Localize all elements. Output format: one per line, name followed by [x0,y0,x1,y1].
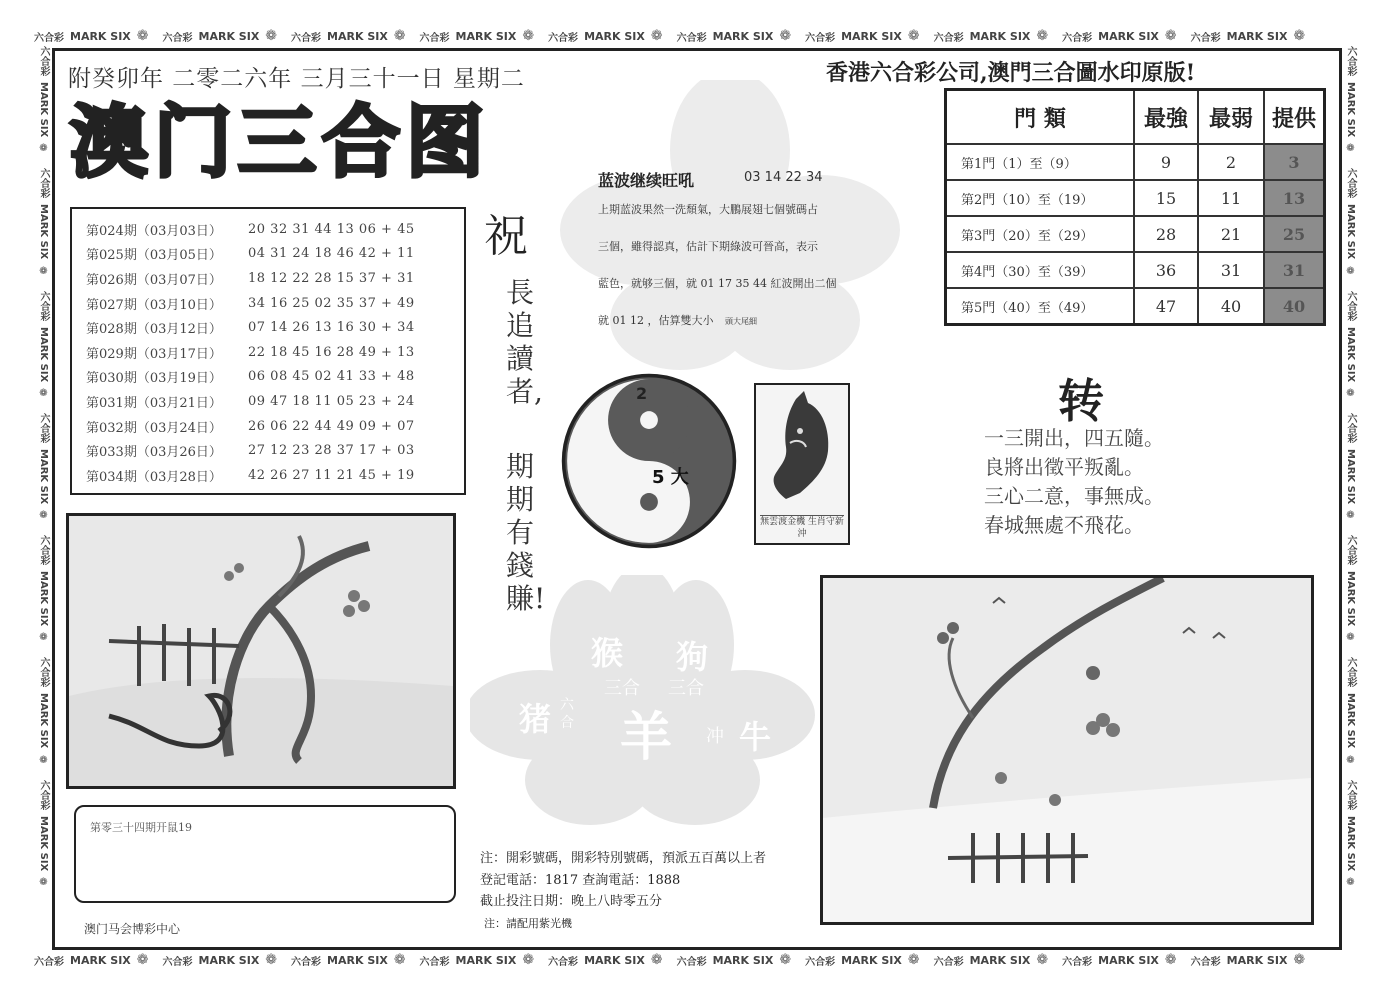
flower-icon: ❁ [907,952,920,968]
border-unit-en: MARK SIX [712,29,774,43]
flower-icon: ❁ [650,28,663,44]
border-unit [291,952,406,968]
bottom-border-strip [34,950,1358,970]
border-unit-en: MARK SIX [969,29,1031,43]
border-unit-cn: 六合彩 [676,956,707,968]
gate-header-strong: 最強 [1134,90,1198,145]
gate-row [946,144,1325,180]
history-period: 第029期（03月17日） [86,346,222,362]
flower-icon: ❁ [1164,952,1177,968]
border-unit-en: MARK SIX [70,953,131,967]
sanhe-left-label: 三合 [604,678,640,699]
zodiac-ox: 牛 [739,718,772,756]
border-unit-cn: 六合彩 [38,412,49,443]
border-unit-cn: 六合彩 [1062,32,1093,44]
history-period: 第034期（03月28日） [86,469,222,485]
border-unit-en: MARK SIX [1345,204,1356,260]
gate-header-category: 門 類 [946,90,1135,145]
border-unit [34,28,149,44]
flower-icon: ❁ [265,952,278,968]
border-unit [1343,780,1358,888]
issue-date-line: 附癸卯年 二零二六年 三月三十一日 星期二 [68,66,525,92]
gate-row [946,180,1325,216]
border-unit-cn: 六合彩 [933,956,964,968]
border-unit-en: MARK SIX [38,815,49,871]
border-unit-en: MARK SIX [1345,448,1356,505]
flower-icon: ❁ [38,754,49,766]
history-numbers: 20 32 31 44 13 06 + 45 [248,221,415,237]
border-unit [36,780,51,888]
border-unit [677,28,792,44]
gate-weak: 40 [1198,288,1264,325]
border-unit-cn: 六合彩 [419,32,450,44]
border-unit-en: MARK SIX [455,29,517,43]
flower-icon: ❁ [1293,952,1306,968]
border-unit [1343,535,1358,643]
flower-icon: ❁ [1345,632,1356,644]
border-unit [36,168,51,276]
history-row [86,365,464,390]
border-unit-cn: 六合彩 [1345,46,1356,76]
border-unit [34,952,149,968]
history-numbers: 34 16 25 02 35 37 + 49 [248,295,415,311]
draw-result-box [74,805,456,903]
border-unit [163,952,278,968]
gate-label: 第4門（30）至（39） [946,252,1135,288]
border-unit [36,413,51,521]
border-unit [677,952,792,968]
border-unit [1062,28,1177,44]
border-unit-en: MARK SIX [1098,953,1159,967]
gate-table-header [946,90,1325,145]
blue-wave-tip-3: 藍色，就够三個，就 01 17 35 44 紅波開出二個 [598,277,837,290]
history-numbers: 06 08 45 02 41 33 + 48 [248,369,415,385]
border-unit-en: MARK SIX [38,693,49,749]
border-unit [36,291,51,399]
flower-icon: ❁ [393,28,406,44]
border-unit-cn: 六合彩 [1345,535,1356,566]
gate-weak: 31 [1198,252,1264,288]
border-unit [36,535,51,643]
flower-icon: ❁ [522,952,535,968]
border-unit-en: MARK SIX [841,953,902,967]
border-unit-cn: 六合彩 [1345,168,1356,199]
flower-icon: ❁ [38,876,49,888]
border-unit [420,28,535,44]
footer-note-3: 截止投注日期：晚上八時零五分 [480,894,663,909]
horse-caption: 無雲渡金機 生肖守新沖 [760,517,844,539]
flower-icon: ❁ [136,952,149,968]
border-unit-cn: 六合彩 [162,956,193,968]
gate-label: 第1門（1）至（9） [946,144,1135,180]
draw-result-text: 第零三十四期开鼠19 [90,821,192,834]
border-unit-en: MARK SIX [1345,693,1356,749]
horse-head-icon [756,389,848,509]
history-row [86,463,464,488]
border-unit [805,28,920,44]
border-unit [1343,168,1358,276]
footer-note-2: 登記電話：1817 查詢電話：1888 [480,872,681,888]
border-unit-en: MARK SIX [584,953,645,967]
border-unit-cn: 六合彩 [419,956,450,968]
page-title: 澳门三合图 [70,98,491,188]
history-numbers: 09 47 18 11 05 23 + 24 [248,393,415,409]
blue-wave-tip-4 [598,312,757,328]
gate-strong: 9 [1134,144,1198,180]
border-unit-cn: 六合彩 [291,32,322,44]
zodiac-goat: 羊 [620,708,673,768]
flower-icon: ❁ [1036,952,1049,968]
border-unit-en: MARK SIX [38,448,49,505]
border-unit-cn: 六合彩 [38,779,49,810]
border-unit-en: MARK SIX [969,953,1031,967]
history-row [86,291,464,316]
border-unit [934,952,1049,968]
blessing-line-1: 長追讀者, [506,276,543,408]
history-period: 第031期（03月21日） [86,395,222,411]
gate-provide: 40 [1264,288,1325,325]
gate-strong: 28 [1134,216,1198,252]
gate-row [946,216,1325,252]
right-border-strip [1340,46,1358,950]
border-unit-cn: 六合彩 [291,956,322,968]
flower-icon: ❁ [38,265,49,277]
history-row [86,217,464,242]
border-unit-cn: 六合彩 [933,32,964,44]
history-numbers: 42 26 27 11 21 45 + 19 [248,467,415,483]
border-unit [548,952,663,968]
border-unit [420,952,535,968]
border-unit [805,952,920,968]
border-unit-en: MARK SIX [712,953,774,967]
zodiac-dog: 狗 [676,638,709,676]
border-unit-cn: 六合彩 [1345,412,1356,443]
history-row [86,438,464,463]
tree-snake-drawing [69,516,453,786]
footer-note-1: 注：開彩號碼，開彩特別號碼，預派五百萬以上者 [480,851,767,866]
flower-icon: ❁ [779,28,792,44]
border-unit-en: MARK SIX [198,953,260,967]
history-row [86,266,464,291]
draw-history-table [70,207,466,495]
blessing-heading: 祝 [484,211,528,262]
gate-weak: 21 [1198,216,1264,252]
history-row [86,414,464,439]
poem-line-3: 三心二意，事無成。 [984,484,1164,508]
gate-strong: 15 [1134,180,1198,216]
flower-icon: ❁ [1293,28,1306,44]
border-unit-en: MARK SIX [584,29,645,43]
border-unit-cn: 六合彩 [1345,290,1356,321]
border-unit-en: MARK SIX [38,204,49,260]
border-unit-en: MARK SIX [327,953,388,967]
history-period: 第032期（03月24日） [86,420,222,436]
border-unit-cn: 六合彩 [1190,956,1221,968]
border-unit-en: MARK SIX [1226,953,1288,967]
border-unit [291,28,406,44]
tree-snake-illustration [66,513,456,789]
gate-provide: 31 [1264,252,1325,288]
history-numbers: 18 12 22 28 15 37 + 31 [248,270,415,286]
gate-row [946,252,1325,288]
border-unit-cn: 六合彩 [676,32,707,44]
poem-line-1: 一三開出，四五隨。 [984,426,1164,450]
border-unit-cn: 六合彩 [38,657,49,688]
left-border-strip [33,46,51,950]
tree-birds-drawing [823,578,1311,922]
history-numbers: 26 06 22 44 49 09 + 07 [248,418,415,434]
gate-label: 第2門（10）至（19） [946,180,1135,216]
blessing-line-2: 期期有錢賺! [506,450,546,615]
sanhe-right-label: 三合 [668,678,704,699]
history-period: 第028期（03月12日） [86,322,222,338]
border-unit [1343,413,1358,521]
yin-yang-top-number: 2 [636,384,648,403]
horse-card [754,383,850,545]
gate-label: 第5門（40）至（49） [946,288,1135,325]
flower-icon: ❁ [1345,510,1356,522]
gate-table [944,88,1326,326]
border-unit-en: MARK SIX [1345,571,1356,627]
border-unit-cn: 六合彩 [1345,657,1356,688]
gate-weak: 11 [1198,180,1264,216]
publisher-tagline: 香港六合彩公司,澳門三合圖水印原版! [826,60,1196,86]
history-row [86,340,464,365]
flower-icon: ❁ [38,143,49,155]
border-unit-cn: 六合彩 [38,168,49,199]
border-unit-cn: 六合彩 [1062,956,1093,968]
yin-yang-bottom-label: 5 大 [652,467,689,488]
border-unit [36,657,51,765]
history-row [86,315,464,340]
history-period: 第027期（03月10日） [86,297,222,313]
history-period: 第030期（03月19日） [86,371,222,387]
flower-icon: ❁ [38,510,49,522]
liuhe-label: 六合 [560,697,574,731]
center-name: 澳门马会博彩中心 [84,922,181,936]
border-unit-cn: 六合彩 [34,32,64,44]
border-unit [548,28,663,44]
footer-notes [480,848,766,934]
history-numbers: 27 12 23 28 37 17 + 03 [248,443,415,459]
border-unit-cn: 六合彩 [548,956,579,968]
flower-icon: ❁ [136,28,149,44]
gate-label: 第3門（20）至（29） [946,216,1135,252]
border-unit-en: MARK SIX [198,29,260,43]
history-numbers: 07 14 26 13 16 30 + 34 [248,320,415,336]
border-unit-en: MARK SIX [38,571,49,627]
flower-icon: ❁ [779,952,792,968]
poem-block [984,424,1164,540]
border-unit-en: MARK SIX [38,82,49,138]
chong-label: 冲 [706,726,724,747]
border-unit [163,28,278,44]
border-unit [1343,46,1358,154]
gate-provide: 3 [1264,144,1325,180]
history-period: 第026期（03月07日） [86,272,222,288]
flower-icon: ❁ [522,28,535,44]
history-numbers: 04 31 24 18 46 42 + 11 [248,246,415,262]
flower-icon: ❁ [1345,876,1356,888]
border-unit-cn: 六合彩 [162,32,193,44]
border-unit [1343,291,1358,399]
zodiac-pig: 猪 [519,700,552,738]
blue-wave-tip-4-tail: 頭大尾細 [724,317,757,326]
flower-icon: ❁ [1164,28,1177,44]
border-unit-cn: 六合彩 [1345,779,1356,810]
history-row [86,389,464,414]
gate-header-weak: 最弱 [1198,90,1264,145]
gate-header-provide: 提供 [1264,90,1325,145]
history-period: 第025期（03月05日） [86,248,222,264]
border-unit-en: MARK SIX [1226,29,1288,43]
border-unit-en: MARK SIX [1345,82,1356,138]
gate-provide: 25 [1264,216,1325,252]
footer-note-4: 注：請配用紫光機 [484,916,572,930]
tree-birds-illustration [820,575,1314,925]
flower-icon: ❁ [265,28,278,44]
gate-strong: 47 [1134,288,1198,325]
blue-wave-tip-2: 三個，雖得認真，估計下期綠波可晉高，表示 [598,240,818,253]
history-row [86,242,464,267]
border-unit-en: MARK SIX [1345,326,1356,382]
gate-weak: 2 [1198,144,1264,180]
flower-icon: ❁ [1036,28,1049,44]
border-unit-cn: 六合彩 [805,32,836,44]
gate-row [946,288,1325,325]
gate-strong: 36 [1134,252,1198,288]
border-unit-en: MARK SIX [455,953,517,967]
flower-icon: ❁ [38,387,49,399]
yin-yang-icon [560,372,738,550]
border-unit-cn: 六合彩 [38,535,49,566]
border-unit [1191,952,1306,968]
zodiac-monkey: 猴 [591,634,624,672]
blue-wave-tip-1: 上期蓝波果然一洗頹氣，大鵬展翅七個號碼占 [598,203,818,216]
blue-wave-numbers: 03 14 22 34 [744,170,823,185]
border-unit [1062,952,1177,968]
flower-icon: ❁ [38,632,49,644]
border-unit-cn: 六合彩 [34,956,64,968]
flower-icon: ❁ [1345,265,1356,277]
top-border-strip [34,26,1358,46]
border-unit-en: MARK SIX [327,29,388,43]
border-unit [1343,657,1358,765]
border-unit [36,46,51,154]
flower-icon: ❁ [650,952,663,968]
border-unit-cn: 六合彩 [38,290,49,321]
history-period: 第033期（03月26日） [86,445,222,461]
flower-icon: ❁ [907,28,920,44]
poem-title: 转 [1058,374,1104,428]
flower-icon: ❁ [1345,387,1356,399]
flower-icon: ❁ [393,952,406,968]
gate-provide: 13 [1264,180,1325,216]
flower-icon: ❁ [1345,143,1356,155]
border-unit-en: MARK SIX [841,29,902,43]
border-unit-en: MARK SIX [70,29,131,43]
blue-wave-tip-4-text: 就 01 12 ，估算雙大小 [598,314,714,327]
border-unit-en: MARK SIX [38,326,49,382]
border-unit-en: MARK SIX [1098,29,1159,43]
border-unit-cn: 六合彩 [1190,32,1221,44]
history-numbers: 22 18 45 16 28 49 + 13 [248,344,415,360]
poem-line-2: 良將出徵平叛亂。 [984,455,1144,479]
history-period: 第024期（03月03日） [86,223,222,239]
border-unit [934,28,1049,44]
border-unit-cn: 六合彩 [548,32,579,44]
flower-icon: ❁ [1345,754,1356,766]
border-unit-cn: 六合彩 [805,956,836,968]
border-unit-cn: 六合彩 [38,46,49,76]
border-unit [1191,28,1306,44]
border-unit-en: MARK SIX [1345,815,1356,871]
blue-wave-title: 蓝波继续旺吼 [598,171,695,190]
poem-line-4: 春城無處不飛花。 [984,513,1144,537]
